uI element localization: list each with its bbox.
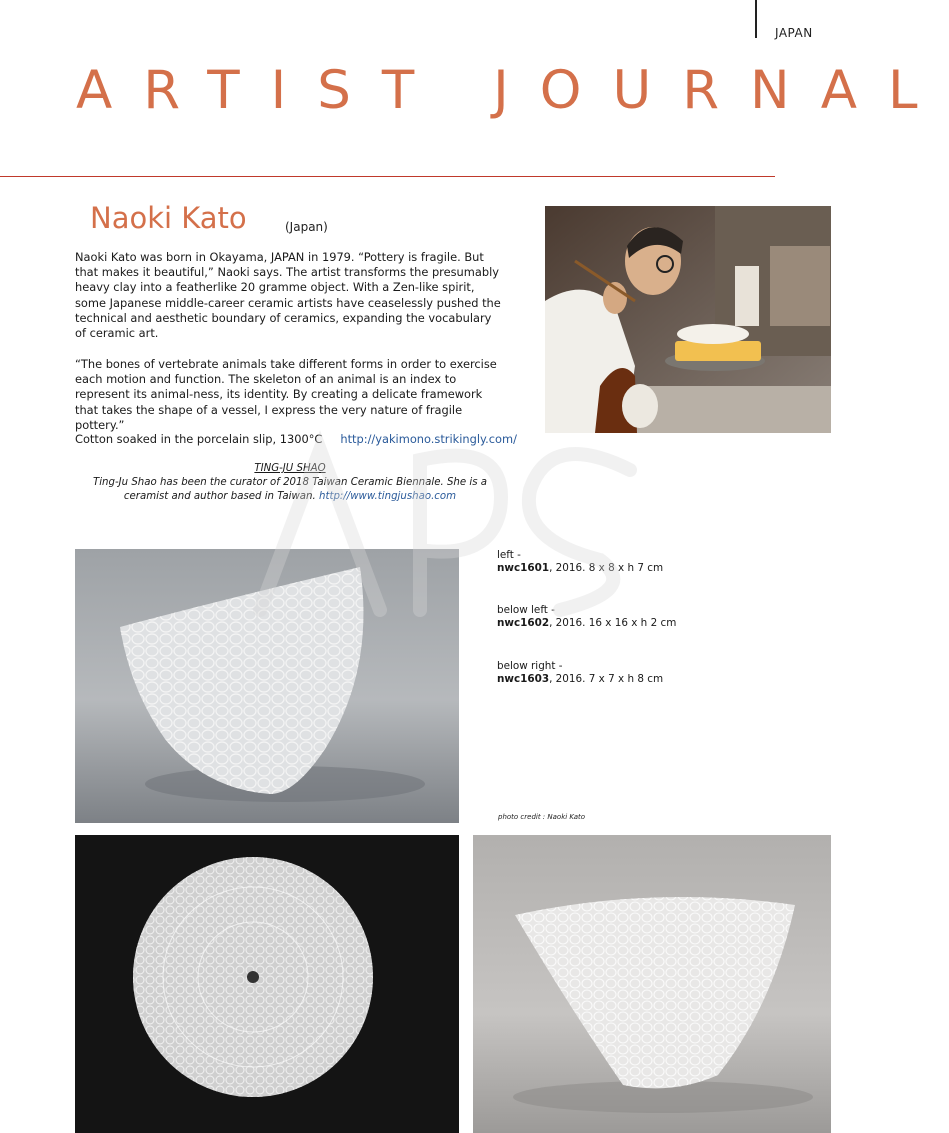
- artist-website-link[interactable]: http://yakimono.strikingly.com/: [340, 432, 517, 446]
- caption-nwc1603: [497, 660, 663, 686]
- curator-name: TING-JU SHAO: [254, 463, 326, 474]
- material-text: Cotton soaked in the porcelain slip, 1300°C: [75, 432, 323, 446]
- artist-quote: “The bones of vertebrate animals take different forms in order to exercise each motion and function. The skeleton of an animal is an index to represent its animal-ness, its identity. By creating a delicate framework that takes the shape of a vessel, I express the very nature of fragile pottery.”: [75, 357, 497, 432]
- curator-website-link[interactable]: http://www.tingjushao.com: [319, 491, 457, 502]
- artwork-photo-nwc1602: [75, 835, 459, 1133]
- header-rule: [0, 176, 775, 177]
- artwork-photo-nwc1601: [75, 549, 459, 823]
- artist-portrait-photo: [545, 206, 831, 433]
- section-label: JAPAN: [775, 26, 813, 40]
- caption-details: , 2016. 8 x 8 x h 7 cm: [549, 562, 664, 574]
- artist-bio: Naoki Kato was born in Okayama, JAPAN in 1979. “Pottery is fragile. But that makes it beautiful,” Naoki says. The artist transforms the presumably heavy clay into a featherlike 20 gramme object. With a Zen-like spirit, some Japanese middle-career ceramic artists have ceaselessly pushed the technical and aesthetic boundary of ceramics, expanding the vocabulary of ceramic art.: [75, 250, 501, 341]
- caption-code: nwc1603: [497, 673, 550, 685]
- material-line: [75, 432, 515, 447]
- page-title: ARTIST JOURNAL: [76, 60, 949, 121]
- artist-name: Naoki Kato: [90, 201, 247, 235]
- caption-code: nwc1601: [497, 562, 550, 574]
- caption-position: below left -: [497, 604, 555, 616]
- caption-details: , 2016. 16 x 16 x h 2 cm: [549, 617, 677, 629]
- caption-nwc1602: [497, 604, 676, 630]
- caption-position: left -: [497, 549, 521, 561]
- section-divider: [755, 0, 757, 38]
- photo-credit: photo credit : Naoki Kato: [498, 813, 586, 821]
- curator-block: [70, 462, 510, 504]
- artwork-photo-nwc1603: [473, 835, 831, 1133]
- caption-nwc1601: [497, 549, 663, 575]
- curator-bio: Ting-Ju Shao has been the curator of 2018 Taiwan Ceramic Biennale. She is a ceramist and author based in Taiwan.: [92, 477, 488, 502]
- caption-position: below right -: [497, 660, 563, 672]
- caption-details: , 2016. 7 x 7 x h 8 cm: [549, 673, 664, 685]
- caption-code: nwc1602: [497, 617, 550, 629]
- artist-country: (Japan): [285, 220, 328, 234]
